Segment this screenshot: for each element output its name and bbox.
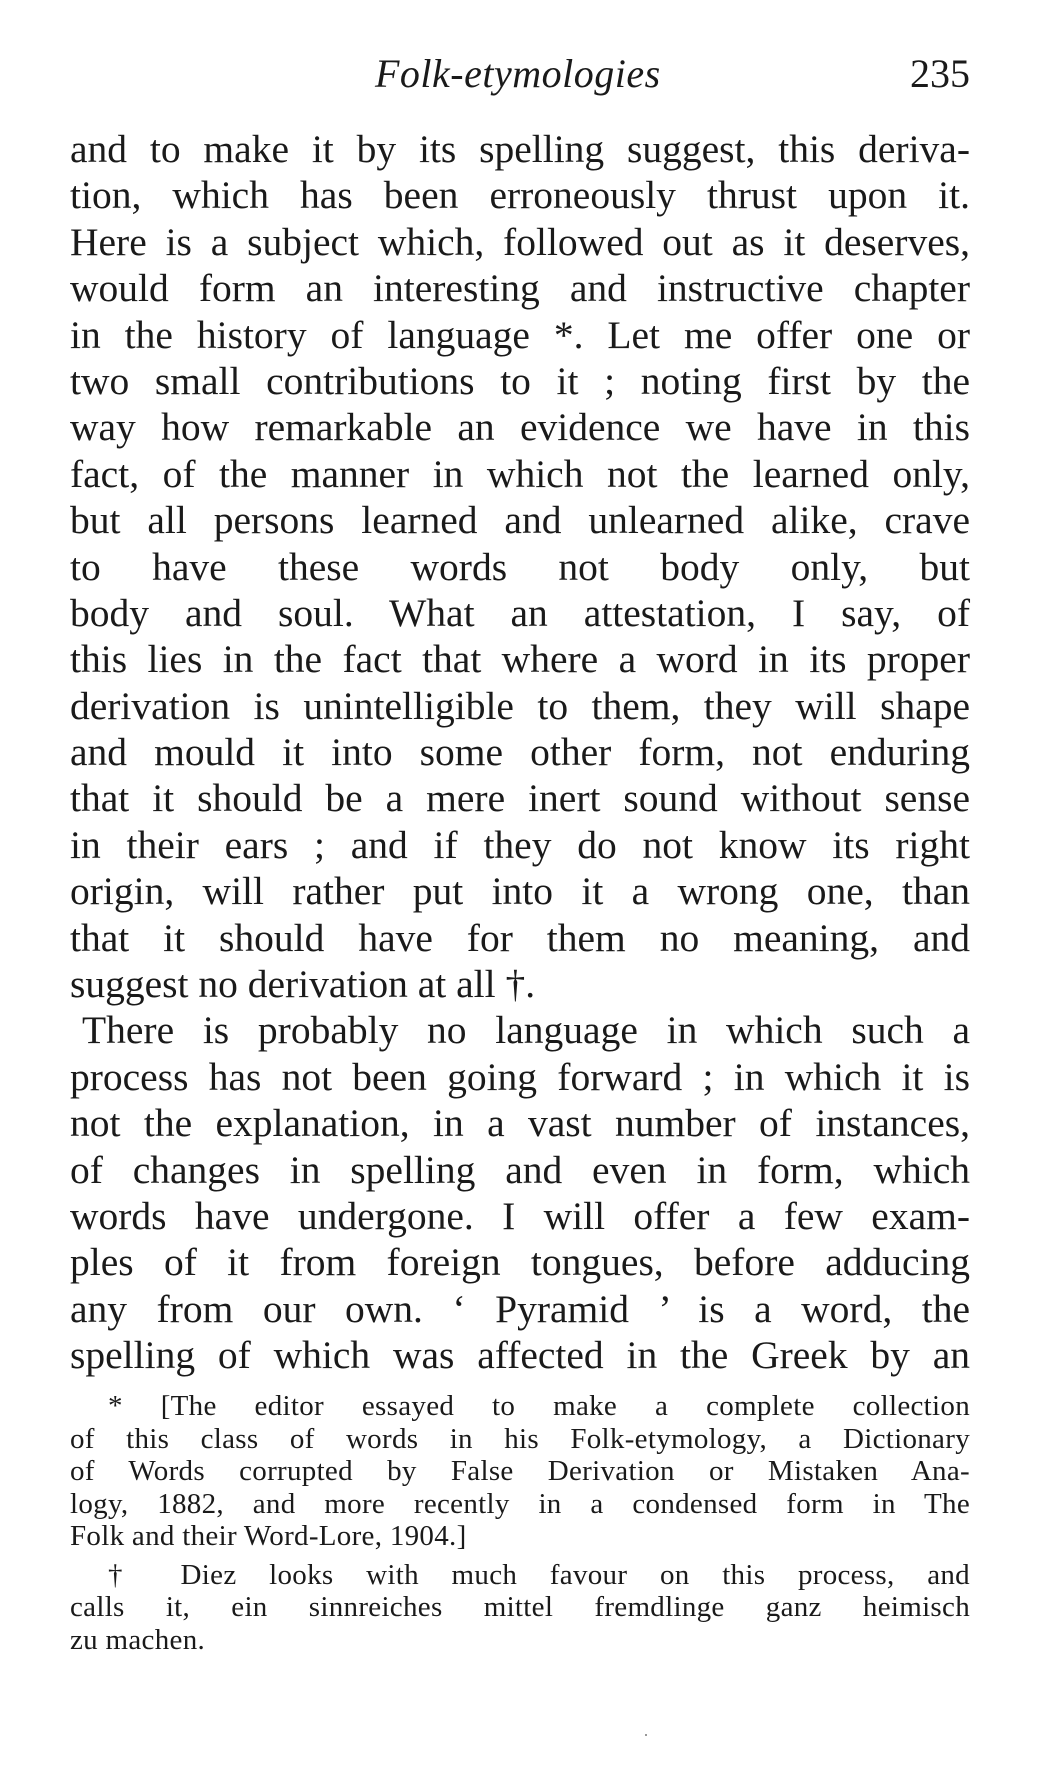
footnote-line: * [The editor essayed to make a complete collection <box>108 1390 970 1422</box>
footnote-line: of Words corrupted by False Derivation or Mistaken Ana- <box>70 1455 970 1487</box>
text-line: spelling of which was affected in the Greek by an <box>70 1333 970 1378</box>
text-line: in their ears ; and if they do not know its right <box>70 822 970 867</box>
text-line: fact, of the manner in which not the learned only, <box>70 451 970 496</box>
text-line: two small contributions to it ; noting first by the <box>70 358 970 403</box>
footnote-line: logy, 1882, and more recently in a condensed form in The <box>70 1487 970 1520</box>
text-line: suggest no derivation at all †. <box>70 962 536 1007</box>
footnote-line: Folk and their Word-Lore, 1904.] <box>70 1520 467 1552</box>
footnote-line: † Diez looks with much favour on this process, and <box>108 1558 970 1591</box>
footnote-line: calls it, ein sinnreiches mittel fremdlinge ganz heimisch <box>70 1591 970 1623</box>
text-line: in the history of language *. Let me offer one or <box>70 312 970 357</box>
text-line: tion, which has been erroneously thrust upon it. <box>70 173 970 218</box>
running-header <box>70 50 970 110</box>
text-line: derivation is unintelligible to them, they will shape <box>70 683 970 728</box>
running-title: Folk-etymologies <box>375 51 661 96</box>
text-line: but all persons learned and unlearned alike, crave <box>70 498 970 543</box>
text-line: body and soul. What an attestation, I say, of <box>70 590 970 635</box>
page-number: 235 <box>910 51 970 96</box>
footnote-line: zu machen. <box>70 1623 206 1656</box>
text-line: would form an interesting and instructive chapter <box>70 266 970 311</box>
body-text <box>70 126 970 1379</box>
text-line: that it should have for them no meaning, and <box>70 915 970 960</box>
text-line: words have undergone. I will offer a few exam- <box>70 1193 970 1238</box>
footnote-line: of this class of words in his Folk-etymology, a Dictionary <box>70 1422 970 1455</box>
text-line: and mould it into some other form, not enduring <box>70 730 970 775</box>
text-line: way how remarkable an evidence we have in this <box>70 405 970 450</box>
text-line: origin, will rather put into it a wrong one, than <box>70 869 970 914</box>
text-line: that it should be a mere inert sound without sense <box>70 776 970 821</box>
text-line: to have these words not body only, but <box>70 544 970 589</box>
text-line: any from our own. ‘ Pyramid ’ is a word, the <box>70 1286 970 1331</box>
text-line: process has not been going forward ; in which it is <box>70 1054 970 1099</box>
text-line: ples of it from foreign tongues, before adducing <box>70 1240 970 1285</box>
text-line: not the explanation, in a vast number of instances, <box>70 1101 970 1146</box>
text-line: and to make it by its spelling suggest, this deriva- <box>70 127 970 171</box>
text-line: of changes in spelling and even in form, which <box>70 1147 970 1192</box>
footnotes <box>70 1390 970 1656</box>
text-line: this lies in the fact that where a word in its proper <box>70 637 970 682</box>
print-speck <box>645 1734 647 1736</box>
text-line: Here is a subject which, followed out as it deserves, <box>70 219 970 264</box>
text-line: There is probably no language in which such a <box>82 1008 970 1053</box>
